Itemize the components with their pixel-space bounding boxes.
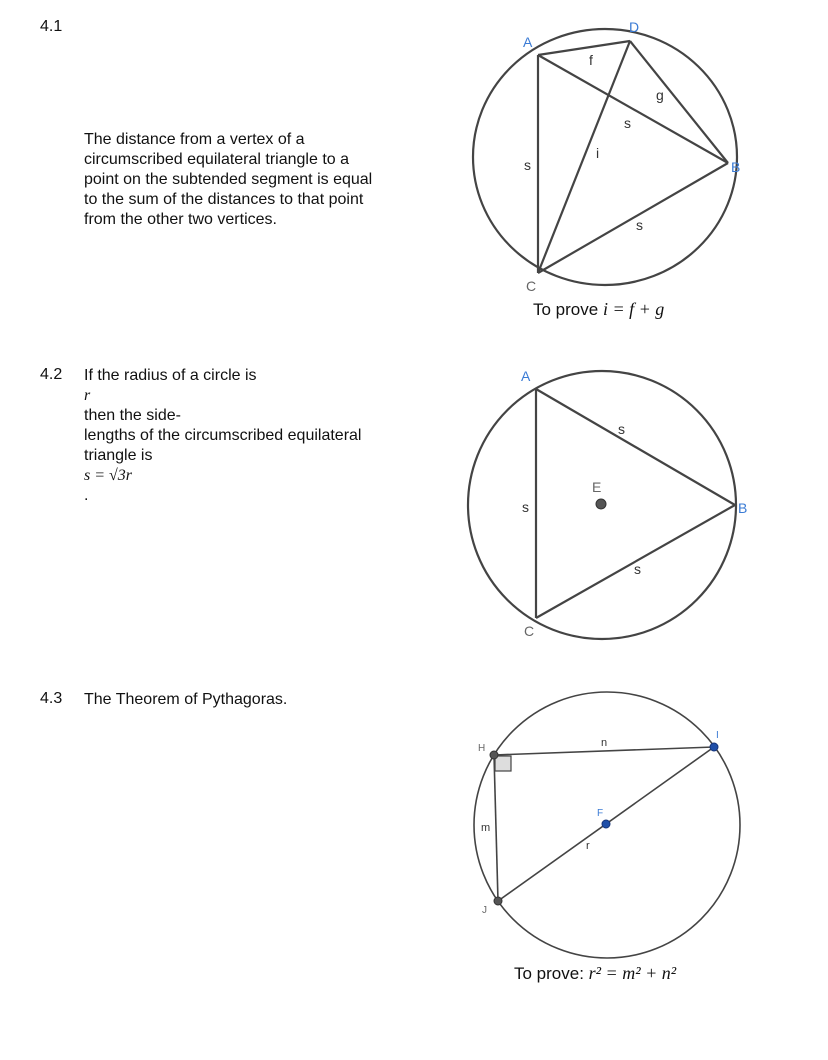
segment-ab: [538, 55, 728, 163]
statement-line: circumscribed equilateral triangle to a: [84, 151, 350, 168]
segment-label-s: s: [618, 421, 625, 437]
section-4-3-title: The Theorem of Pythagoras.: [84, 691, 288, 708]
segment-label-g: g: [656, 87, 664, 103]
segment-db: [630, 41, 728, 163]
text-fragment: triangle is: [84, 447, 153, 464]
statement-line: lengths of the circumscribed equilateral: [84, 427, 362, 444]
text-fragment: .: [84, 487, 89, 504]
vertex-point-h: [490, 751, 498, 759]
figure-4-1: [473, 29, 737, 285]
point-label-f: F: [597, 808, 604, 819]
segment-label-i: i: [596, 145, 600, 161]
segment-label-s: s: [524, 157, 531, 173]
point-label-j: J: [482, 905, 487, 916]
caption-prefix: To prove:: [514, 964, 589, 983]
radius-variable: r: [84, 387, 91, 404]
segment-label-s: s: [634, 561, 641, 577]
segment-ad: [538, 41, 630, 55]
segment-label-n: n: [601, 737, 608, 749]
segment-label-s: s: [636, 217, 643, 233]
right-angle-marker: [495, 756, 511, 771]
caption-equation: r² = m² + n²: [588, 963, 677, 983]
section-number-4-3: 4.3: [40, 690, 63, 707]
center-point-e: [596, 499, 606, 509]
point-label-a: A: [523, 34, 533, 50]
statement-line: point on the subtended segment is equal: [84, 171, 373, 188]
vertex-point-i: [710, 743, 718, 751]
text-fragment: If the radius of a circle is: [84, 367, 257, 384]
segment-dc: [538, 41, 630, 273]
side-length-formula: s = √3r: [84, 467, 133, 484]
segment-hj: [494, 755, 498, 901]
vertex-point-j: [494, 897, 502, 905]
point-label-c: C: [526, 278, 537, 294]
segment-label-s: s: [624, 115, 631, 131]
segment-label-m: m: [481, 822, 491, 834]
caption-equation: i = f + g: [602, 299, 665, 319]
statement-line: to the sum of the distances to that point: [84, 191, 364, 208]
statement-line: The distance from a vertex of a: [84, 131, 305, 148]
center-point-f: [602, 820, 610, 828]
point-label-i: I: [716, 730, 719, 741]
segment-cb: [538, 163, 728, 273]
point-label-b: B: [731, 159, 741, 175]
segment-label-f: f: [589, 52, 593, 68]
segment-label-r: r: [586, 840, 590, 852]
caption-prefix: To prove: [533, 300, 603, 319]
point-label-d: D: [629, 19, 640, 35]
point-label-a: A: [521, 368, 531, 384]
segment-label-s: s: [522, 499, 529, 515]
circle: [473, 29, 737, 285]
point-label-c: C: [524, 623, 535, 639]
statement-line: from the other two vertices.: [84, 211, 277, 228]
segment-ab: [536, 389, 735, 505]
point-label-h: H: [478, 743, 486, 754]
point-label-e: E: [592, 479, 602, 495]
point-label-b: B: [738, 500, 748, 516]
section-number-4-1: 4.1: [40, 18, 63, 35]
section-number-4-2: 4.2: [40, 366, 63, 383]
text-fragment: then the side-: [84, 407, 181, 424]
